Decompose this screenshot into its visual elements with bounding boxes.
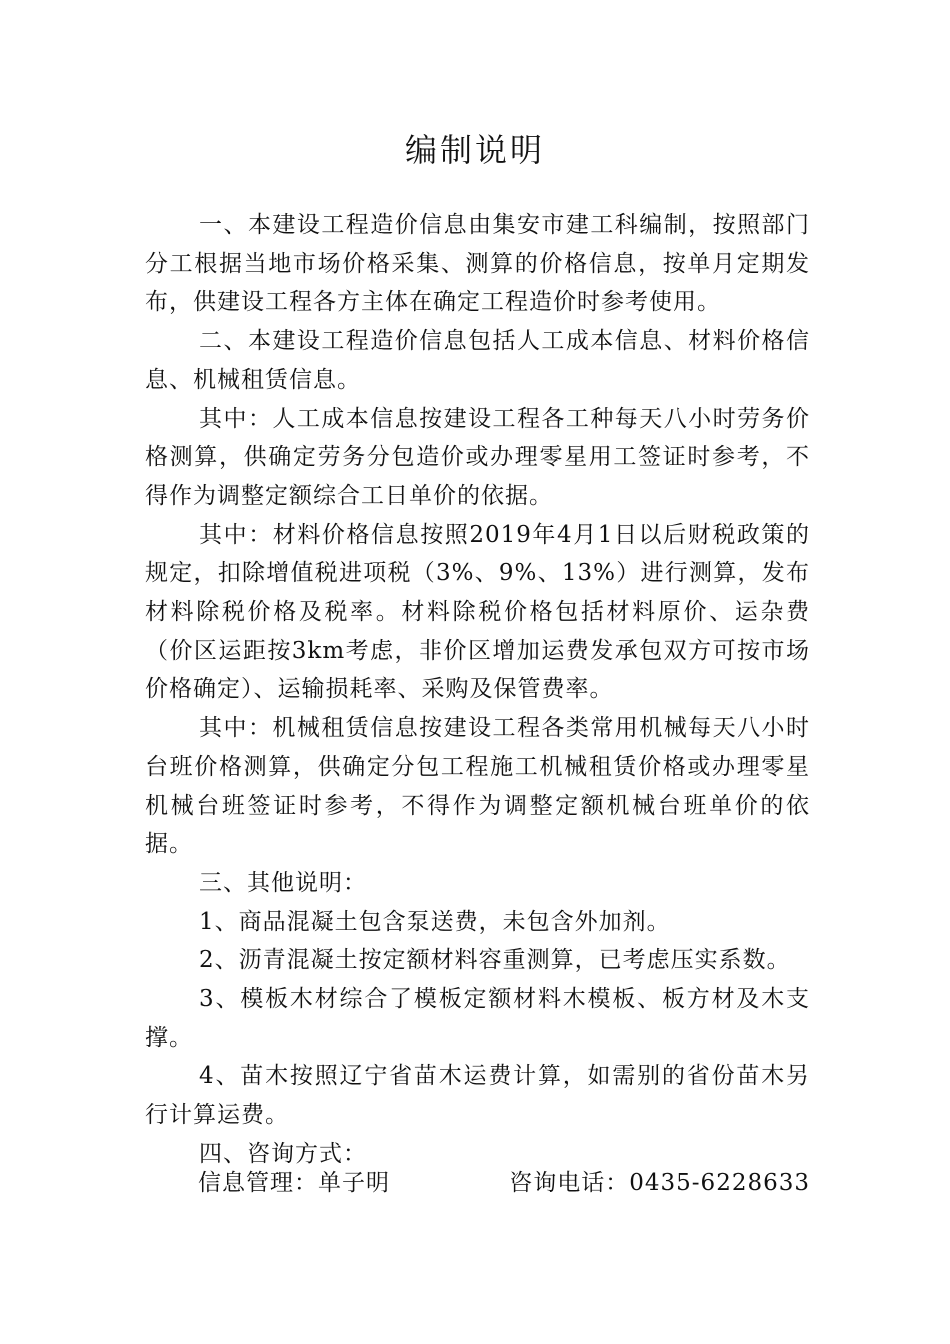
paragraph-1: 一、本建设工程造价信息由集安市建工科编制，按照部门分工根据当地市场价格采集、测算的价格信息，按单月定期发布，供建设工程各方主体在确定工程造价时参考使用。 bbox=[145, 212, 810, 316]
paragraph-9: 3、模板木材综合了模板定额材料木模板、板方材及木支撑。 bbox=[145, 986, 810, 1051]
consult-phone: 咨询电话：0435-6228633 bbox=[509, 1170, 810, 1196]
paragraph-5: 其中：机械租赁信息按建设工程各类常用机械每天八小时台班价格测算，供确定分包工程施工机械租赁价格或办理零星机械台班签证时参考，不得作为调整定额机械台班单价的依据。 bbox=[145, 715, 810, 858]
contact-line bbox=[145, 1163, 810, 1203]
paragraph-10: 4、苗木按照辽宁省苗木运费计算，如需别的省份苗木另行计算运费。 bbox=[145, 1063, 810, 1129]
paragraph-7: 1、商品混凝土包含泵送费，未包含外加剂。 bbox=[199, 908, 671, 935]
paragraph-6: 三、其他说明： bbox=[199, 869, 368, 896]
paragraph-2: 二、本建设工程造价信息包括人工成本信息、材料价格信息、机械租赁信息。 bbox=[145, 328, 810, 393]
info-manager: 信息管理：单子明 bbox=[198, 1170, 390, 1196]
page-title: 编制说明 bbox=[404, 131, 545, 169]
paragraph-3: 其中：人工成本信息按建设工程各工种每天八小时劳务价格测算，供确定劳务分包造价或办理零星用工签证时参考，不得作为调整定额综合工日单价的依据。 bbox=[145, 405, 810, 509]
paragraph-11: 四、咨询方式： bbox=[199, 1140, 368, 1167]
document-body bbox=[145, 206, 810, 1174]
paragraph-4: 其中：材料价格信息按照2019年4月1日以后财税政策的规定，扣除增值税进项税（3%、9%、13%）进行测算，发布材料除税价格及税率。材料除税价格包括材料原价、运杂费（价区运距按3km考虑，非价区增加运费发承包双方可按市场价格确定）、运输损耗率、采购及保管费率。 bbox=[145, 521, 810, 703]
paragraph-8: 2、沥青混凝土按定额材料容重测算，已考虑压实系数。 bbox=[199, 947, 791, 974]
